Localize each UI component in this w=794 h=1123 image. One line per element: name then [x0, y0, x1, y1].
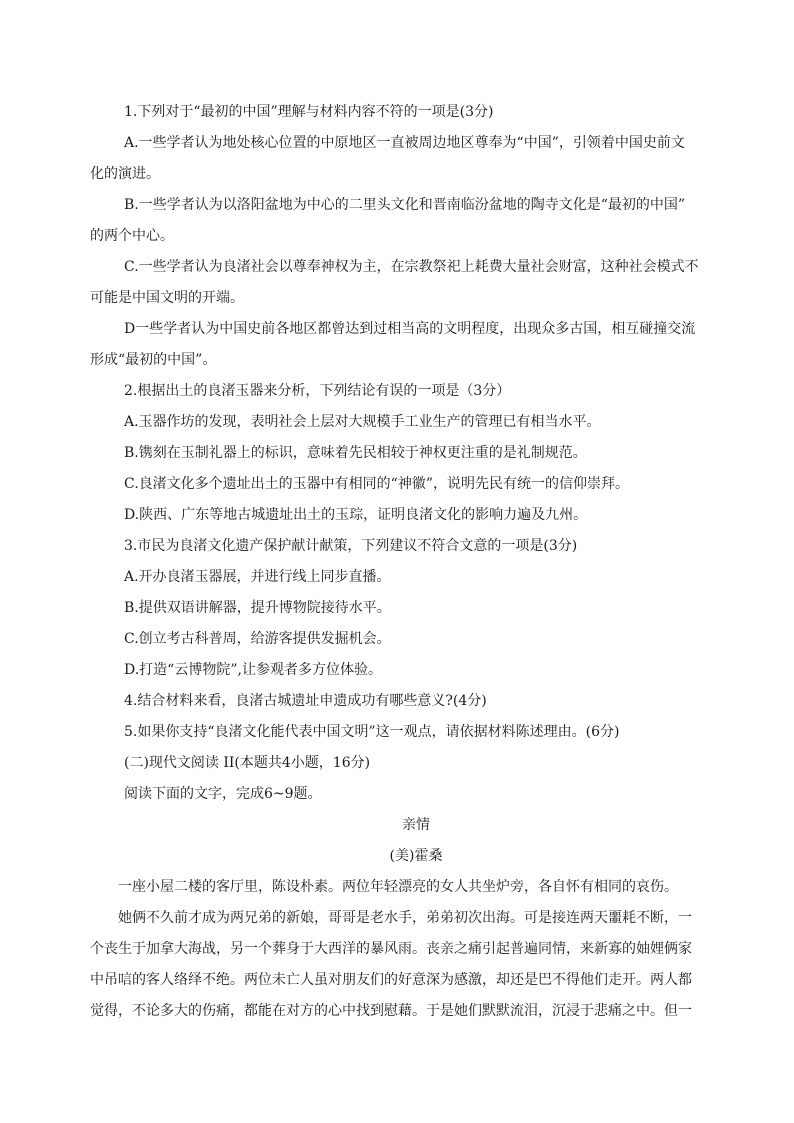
q1-option-b-cont: 的两个中心。: [90, 228, 174, 244]
story-text: [90, 872, 714, 1027]
story-paragraph-2-line-2: 个丧生于加拿大海战，另一个葬身于大西洋的暴风雨。丧亲之痛引起普遍同情，来新寡的妯娌俩家: [90, 941, 692, 957]
q3-option-c: C.创立考古科普周，给游客提供发掘机会。: [124, 631, 391, 647]
story-title: 亲情: [402, 817, 430, 833]
story-paragraph-1: 一座小屋二楼的客厅里，陈设朴素。两位年轻漂亮的女人共坐炉旁，各自怀有相同的哀伤。: [118, 879, 678, 895]
story-author: (美)霍桑: [389, 848, 443, 864]
question-1: 1.下列对于“最初的中国”理解与材料内容不符的一项是(3分): [124, 104, 494, 120]
q1-option-a: A.一些学者认为地处核心位置的中原地区一直被周边地区尊奉为“中国”，引领着中国史前文: [124, 135, 685, 151]
story-paragraph-2: 她俩不久前才成为两兄弟的新娘，哥哥是老水手，弟弟初次出海。可是接连两天噩耗不断，一: [118, 910, 692, 926]
instruction-text: 阅读下面的文字，完成6~9题。: [124, 786, 322, 802]
q2-option-a: A.玉器作坊的发现，表明社会上层对大规模手工业生产的管理已有相当水平。: [124, 414, 601, 430]
q1-option-d: D一些学者认为中国史前各地区都曾达到过相当高的文明程度，出现众多古国，相互碰撞交流: [124, 321, 696, 337]
q2-option-b: B.镌刻在玉制礼器上的标识，意味着先民相较于神权更注重的是礼制规范。: [124, 445, 587, 461]
story-paragraph-2-line-4: 觉得，不论多大的伤痛，都能在对方的心中找到慰藉。于是她们默默流泪，沉浸于悲痛之中。但一: [90, 1003, 692, 1019]
q3-option-b: B.提供双语讲解器，提升博物院接待水平。: [124, 600, 391, 616]
document-body: [90, 97, 714, 1027]
q1-option-c-cont: 可能是中国文明的开端。: [90, 290, 244, 306]
q3-option-d: D.打造“云博物院”,让参观者多方位体验。: [124, 662, 382, 678]
q2-option-d: D.陕西、广东等地古城遗址出土的玉琮，证明良渚文化的影响力遍及九州。: [124, 507, 588, 523]
question-5: 5.如果你支持“良渚文化能代表中国文明”这一观点，请依据材料陈述理由。(6分): [124, 724, 620, 740]
q1-option-d-cont: 形成“最初的中国”。: [90, 352, 217, 368]
story-paragraph-2-line-3: 中吊唁的客人络绎不绝。两位未亡人虽对朋友们的好意深为感激，却还是巴不得他们走开。两人都: [90, 972, 692, 988]
section-heading: (二)现代文阅读 II(本题共4小题，16分): [124, 755, 371, 771]
q1-option-b: B.一些学者认为以洛阳盆地为中心的二里头文化和晋南临汾盆地的陶寺文化是“最初的中国”: [124, 197, 686, 213]
q3-option-a: A.开办良渚玉器展，并进行线上同步直播。: [124, 569, 391, 585]
question-2: 2.根据出土的良渚玉器来分析，下列结论有误的一项是（3分）: [124, 383, 511, 399]
q1-option-a-cont: 化的演进。: [90, 166, 160, 182]
q1-option-c: C.一些学者认为良渚社会以尊奉神权为主，在宗教祭祀上耗费大量社会财富，这种社会模式不: [124, 259, 699, 275]
question-3: 3.市民为良渚文化遗产保护献计献策，下列建议不符合文意的一项是(3分): [124, 538, 578, 554]
q2-option-c: C.良渚文化多个遗址出土的玉器中有相同的“神徽”，说明先民有统一的信仰崇拜。: [124, 476, 629, 492]
question-4: 4.结合材料来看，良渚古城遗址申遗成功有哪些意义?(4分): [124, 693, 487, 709]
